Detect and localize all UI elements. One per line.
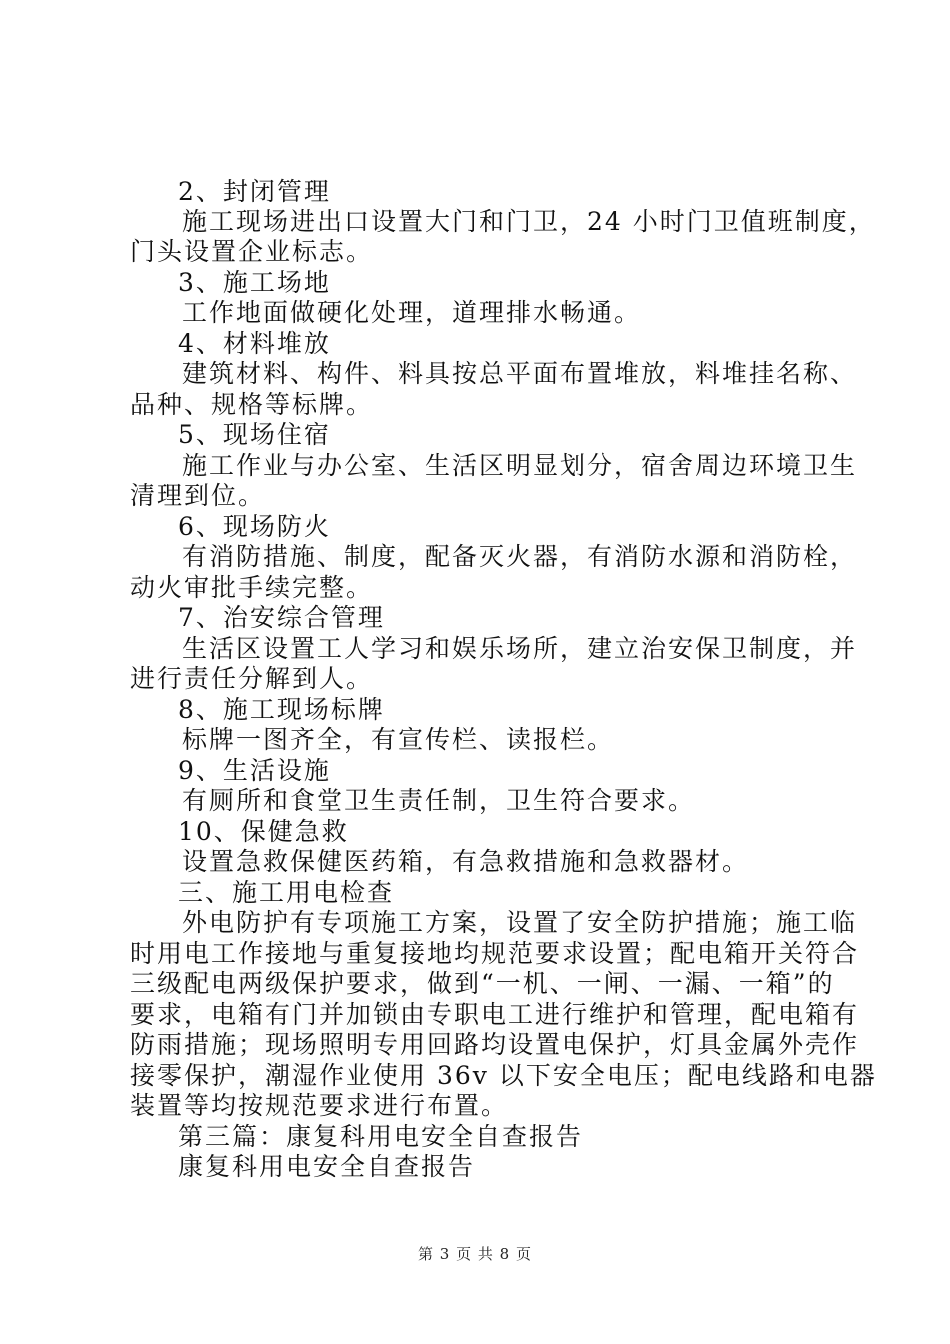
paragraph-line: 三级配电两级保护要求，做到“一机、一闸、一漏、一箱”的 [130, 969, 835, 998]
heading-site-signage: 8、施工现场标牌 [178, 695, 385, 724]
paragraph-line: 时用电工作接地与重复接地均规范要求设置；配电箱开关符合 [130, 939, 860, 968]
paragraph-line: 要求，电箱有门并加锁由专职电工进行维护和管理，配电箱有 [130, 1000, 860, 1029]
report-title: 康复科用电安全自查报告 [178, 1152, 476, 1181]
paragraph-line: 接零保护，潮湿作业使用 36v 以下安全电压；配电线路和电器 [130, 1061, 877, 1090]
paragraph-line: 设置急救保健医药箱，有急救措施和急救器材。 [182, 847, 750, 876]
paragraph-line: 施工作业与办公室、生活区明显划分，宿舍周边环境卫生 [182, 451, 858, 480]
paragraph-line: 品种、规格等标牌。 [130, 390, 374, 419]
heading-first-aid: 10、保健急救 [178, 817, 349, 846]
heading-closed-management: 2、封闭管理 [178, 177, 331, 206]
paragraph-line: 生活区设置工人学习和娱乐场所，建立治安保卫制度，并 [182, 634, 858, 663]
paragraph-line: 门头设置企业标志。 [130, 237, 374, 266]
heading-security-management: 7、治安综合管理 [178, 603, 385, 632]
paragraph-line: 动火审批手续完整。 [130, 573, 374, 602]
heading-electricity-inspection: 三、施工用电检查 [178, 878, 395, 907]
paragraph-line: 进行责任分解到人。 [130, 664, 374, 693]
paragraph-line: 工作地面做硬化处理，道理排水畅通。 [182, 298, 642, 327]
heading-material-stacking: 4、材料堆放 [178, 329, 331, 358]
heading-site-accommodation: 5、现场住宿 [178, 420, 331, 449]
paragraph-line: 防雨措施；现场照明专用回路均设置电保护，灯具金属外壳作 [130, 1030, 860, 1059]
paragraph-line: 施工现场进出口设置大门和门卫，24 小时门卫值班制度， [182, 207, 876, 236]
paragraph-line: 建筑材料、构件、料具按总平面布置堆放，料堆挂名称、 [182, 359, 858, 388]
chapter-heading: 第三篇：康复科用电安全自查报告 [178, 1122, 584, 1151]
page-number-footer: 第 3 页 共 8 页 [418, 1245, 532, 1263]
paragraph-line: 标牌一图齐全，有宣传栏、读报栏。 [182, 725, 615, 754]
paragraph-line: 有消防措施、制度，配备灭火器，有消防水源和消防栓， [182, 542, 858, 571]
paragraph-line: 外电防护有专项施工方案，设置了安全防护措施；施工临 [182, 908, 858, 937]
heading-living-facilities: 9、生活设施 [178, 756, 331, 785]
paragraph-line: 清理到位。 [130, 481, 266, 510]
heading-fire-prevention: 6、现场防火 [178, 512, 331, 541]
heading-construction-site: 3、施工场地 [178, 268, 331, 297]
paragraph-line: 有厕所和食堂卫生责任制，卫生符合要求。 [182, 786, 696, 815]
paragraph-line: 装置等均按规范要求进行布置。 [130, 1091, 509, 1120]
